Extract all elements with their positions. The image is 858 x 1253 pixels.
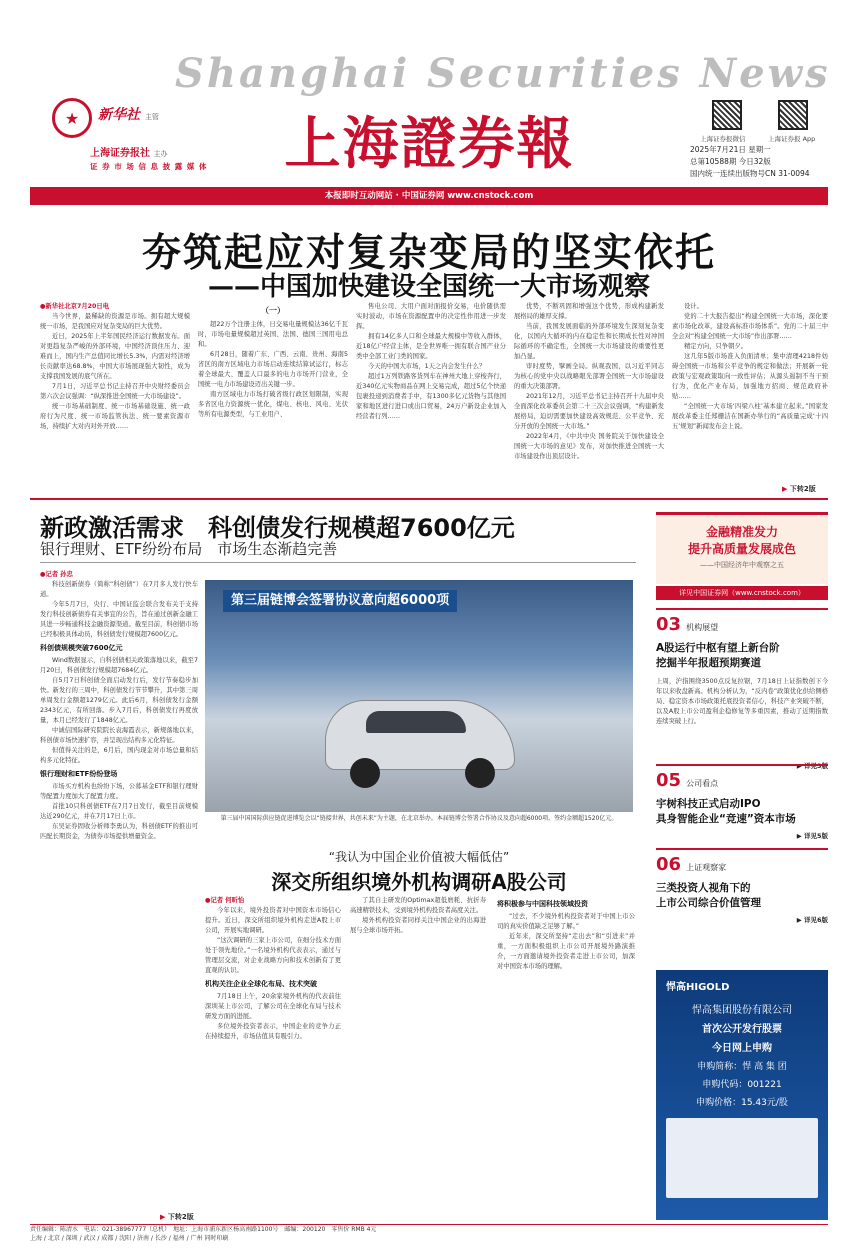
promo-link[interactable]: 详见中国证券网（www.cnstock.com）: [656, 586, 828, 600]
arrow-right-icon: ▶: [160, 1213, 166, 1221]
paragraph: 当今世界，最稀缺的资源是市场。拥有超大规模统一市场，是我国应对复杂变局的巨大优势。: [40, 313, 190, 330]
paragraph: 近日，2025年上半年国民经济运行数据发布。面对更趋复杂严峻的外部环境，中国经济顶住压力、迎难而上，国内生产总值同比增长5.3%，内需对经济增长贡献率达68.8%，中国大市场展现强大韧性，成为支撑我国发展的底气所在。: [40, 333, 190, 380]
ad-schedule-graphic: [666, 1118, 818, 1198]
paragraph: 首批10只科创债ETF在7月7日发行，截至目前规模达近290亿元，并在7月17日上市。: [40, 803, 198, 820]
paragraph: 7月18日上午，20余家境外机构的代表前往深圳某上市公司，了解公司在全球化布局与技术研发方面的进展。: [205, 993, 341, 1020]
paragraph: 境外机构投资者同样关注中国企业的出海进展与全球市场开拓。: [350, 917, 486, 934]
index-title: A股运行中枢有望上新台阶 挖掘半年报超预期赛道: [656, 642, 780, 669]
paragraph: 当前，我国发展面临的外部环境发生深刻复杂变化，以国内大循环的内在稳定性和长期成长性对冲国际循环的不确定性，全国统一大市场建设的重要性更加凸显。: [514, 323, 664, 360]
paragraph: 审时度势，擘画全局。纵观我国，以习近平同志为核心的党中央以战略眼光部署全国统一大市场建设的重大决策部署。: [514, 363, 664, 390]
agency-name: 新华社 主管: [98, 107, 159, 123]
paragraph: 超22万个注册主体，日交易电量规模达36亿千瓦时，市场电量规模超过英国、法国、德国三国用电总和。: [198, 321, 348, 348]
paragraph: 拥有14亿多人口和全球最大规模中等收入群体，近18亿户经营主体，是全世界唯一拥有联合国产业分类中全部工业门类的国家。: [356, 333, 506, 360]
promo-line1: 金融精准发力: [705, 525, 778, 539]
second-column-1: [40, 570, 198, 1220]
ad-price: 申购价格：15.43元/股: [696, 1098, 788, 1108]
wechat-qr-icon[interactable]: [712, 100, 742, 130]
promo-line2: 提升高质量发展成色: [687, 542, 796, 556]
second-headline[interactable]: 新政激活需求 科创债发行规模超7600亿元: [40, 514, 515, 542]
story3-byline: ●记者 何昕怡: [205, 897, 245, 904]
story3-headline[interactable]: 深交所组织境外机构调研A股公司: [271, 870, 567, 894]
wheel-icon: [350, 758, 380, 788]
tagline: 证 券 市 场 信 息 披 露 媒 体: [90, 162, 208, 171]
story3-quote: “我认为中国企业价值被大幅低估”: [328, 850, 510, 864]
paragraph: 今年以来，境外投资者对中国资本市场信心提升。近日，深交所组织境外机构走进A股上市公司，开展实地调研。: [205, 907, 341, 934]
footer-line2: 上海 / 北京 / 深圳 / 武汉 / 成都 / 沈阳 / 济南 / 长沙 / 福州 / 广州 同时印刷: [30, 1235, 229, 1242]
index-section: 公司看点: [686, 779, 719, 788]
section-marker: （一）: [261, 306, 285, 315]
paragraph: 售电公司、大用户面对面报价交易，电价随供需实时波动，市场在资源配置中的决定性作用进一步发挥。: [356, 303, 506, 330]
index-section: 机构展望: [686, 623, 719, 632]
subheading: 科创债规模突破7600亿元: [40, 644, 123, 652]
story3-column-1: [205, 896, 341, 1216]
paragraph: 今天的中国大市场，1天之内会发生什么？: [368, 363, 486, 370]
paragraph: 今年5月7日，央行、中国证监会联合发布关于支持发行科技创新债券有关事宜的公告，旨在通过创新金融工具进一步畅通科技金融资源渠道。截至目前，科创债市场已经积极具体动员，科创债发行规模超7600亿元。: [40, 601, 198, 638]
paragraph: 近年来，深交所坚持“走出去”和“引进来”并重，一方面积极组织上市公司开展境外路演推介，一方面邀请境外投资者走进上市公司，加深对中国资本市场的理解。: [497, 933, 635, 970]
wheel-icon: [465, 758, 495, 788]
lead-headline[interactable]: 夯筑起应对复杂变局的坚实依托: [141, 231, 716, 276]
ad-brand: 悍高HIGOLD: [666, 982, 730, 993]
index-more: ▶ 详见6版: [796, 916, 828, 924]
subheading: 将积极参与中国科技领域投资: [497, 900, 588, 908]
paragraph: 南方区域电力市场打破省级行政区划限制，实现多省区电力资源统一优化，煤电、核电、风电、光伏等所有电源类型，与工业用户、: [198, 391, 348, 418]
qr1-label: 上海证券报微信: [700, 135, 746, 143]
paragraph: 这几年5版市场准入负面清单；集中清理4218件妨碍全国统一市场和公平竞争的规定和做法；开展新一轮政策与宏观政策取向一致性评估；从源头遏制不当干预行为，优化产业布局，加强地方招商、规范政府补贴……: [672, 353, 828, 400]
ad-abbr: 申购简称：悍 高 集 团: [697, 1062, 787, 1072]
paragraph: 东吴证券固收分析师李勇认为，科创债ETF的推出可匹配长期资金，为债券市场提供增量资金。: [40, 823, 198, 840]
lead-column-4: [514, 302, 664, 496]
index-more: ▶ 详见5版: [796, 832, 828, 840]
lead-column-2: [198, 302, 348, 496]
divider: [40, 562, 636, 563]
lead-continued[interactable]: ▶ 下转2版: [782, 485, 816, 493]
ad-company: 悍高集团股份有限公司: [692, 1005, 792, 1016]
promo-box[interactable]: [656, 512, 828, 584]
paragraph: 超过1万列铁路客货列车在神州大地上穿梭奔行，近340亿元实物商品在网上交易完成，超过5亿个快递包裹投递到消费者手中，有1300多亿元货物与其他国家和地区进行进口或出口贸易，24万户新设企业加入经营者行列……: [356, 373, 506, 420]
divider: [30, 498, 828, 500]
paragraph: 科技创新债券（简称“科创债”）在7月多人发行快车道。: [40, 581, 198, 598]
promo-line3: ——中国经济年中观察之五: [700, 561, 784, 569]
paragraph: 2022年4月，《中共中央 国务院关于加快建设全国统一大市场的意见》发布，对加快推进全国统一大市场建设作出顶层设计。: [514, 433, 664, 460]
paragraph: 市场买方机构也纷纷下场，公募基金ETF和银行理财等配置力度加大了配置力度。: [40, 783, 198, 800]
issue-date: 2025年7月21日 星期一: [690, 145, 771, 154]
paragraph: 精定方向，只争朝夕。: [684, 343, 747, 350]
paragraph: 6月28日，随着广东、广西、云南、贵州、海南5省区的南方区域电力市场启动连续结算试运行，标志着全球最大、覆盖人口最多的电力市场开门营业，全国统一电力市场建设迈出关键一步。: [198, 351, 348, 388]
sponsor: 上海证券报社 主办: [90, 148, 168, 159]
lead-byline: ●新华社北京7月20日电: [40, 303, 110, 310]
second-continued[interactable]: ▶ 下转2版: [160, 1213, 194, 1221]
paragraph: 了其自主研发的Optimax超低磨耗、抗折寿高速精铁技术，受到境外机构投资者高度关注。: [350, 897, 486, 914]
index-body: 上周，沪指围绕3500点反复拉锯，7月18日上证指数创下今年以来收盘新高。机构分析认为，“反内卷”政策优化供给侧格局、稳定资本市场政策托底投资者信心，科技产业突破不断，以及A股上市公司盈利企稳修复等多重因素，推动了近期指数连续突破上行。: [656, 678, 828, 725]
index-page-number: 05: [656, 770, 682, 791]
second-subhead: 银行理财、ETF纷纷布局 市场生态渐趋完善: [40, 540, 338, 558]
footer: [30, 1224, 828, 1246]
ad-offering: 首次公开发行股票: [702, 1024, 782, 1035]
ad-code: 申购代码：001221: [702, 1080, 782, 1090]
second-byline: ●记者 孙忠: [40, 571, 73, 578]
story3-column-2: [350, 896, 486, 1216]
story3-column-3: [497, 896, 635, 1216]
cn-number: 国内统一连续出版物号CN 31-0094: [690, 169, 810, 178]
arrow-right-icon: ▶: [782, 485, 788, 493]
paragraph: 自5月7日科创债全面启动发行后，发行节奏稳步加快。新发行的三周中，科创债发行节节攀升，其中第三周单周发行金额超1279亿元。此后6月，科创债发行金额2343亿元，有所回落。步入7月后，科创债发行再度放量，本月已经发行了1848亿元。: [40, 677, 198, 724]
issue-number: 总第10588期 今日32版: [690, 157, 771, 166]
subheading: 银行理财和ETF纷纷登场: [40, 770, 118, 778]
paragraph: 7月1日，习近平总书记主持召开中央财经委员会第六次会议强调：“纵深推进全国统一大市场建设”。: [40, 383, 190, 400]
index-section: 上证观察家: [686, 863, 727, 872]
masthead-title: 上海證券報: [284, 111, 575, 177]
xinhua-emblem-icon: ★: [52, 98, 92, 138]
footer-line1: 责任编辑：陈清水 电话：021-38967777（总机） 地址：上海市浦东新区杨高南路1100号 邮编：200120 零售价 RMB 4元: [30, 1226, 377, 1233]
index-item-06[interactable]: [656, 848, 828, 924]
index-item-03[interactable]: [656, 608, 828, 770]
subheading: 机构关注企业全球化布局、技术突破: [205, 980, 317, 988]
photo-banner: 第三届链博会签署协议意向超6000项: [223, 590, 457, 612]
news-photo[interactable]: [205, 580, 633, 812]
paragraph: 中诚信国际研究院院长袁海霞表示，新规落地以来，科创债市场快速扩容，并呈现出结构多元化特征。: [40, 727, 198, 744]
paragraph: 设计。: [684, 303, 703, 310]
lead-column-3: [356, 302, 506, 496]
website-bar[interactable]: 本报即时互动网站 · 中国证券网 www.cnstock.com: [30, 187, 828, 205]
paragraph: Wind数据显示，自科创债相关政策落地以来，截至7月20日，科创债发行规模超7684亿元。: [40, 657, 198, 674]
masthead-english: Shanghai Securities News: [175, 50, 831, 97]
photo-caption: 第三届中国国际供应链促进博览会以“链接世界，共创未来”为主题，在北京举办。本届链博会签署合作协议及意向超6000项，签约金额超1520亿元。: [220, 815, 618, 822]
lead-column-5: [672, 302, 828, 480]
paragraph: 但值得关注的是，6月后，国内现金对市场总量和结构多元化特征。: [40, 747, 198, 764]
index-title: 三类投资人视角下的 上市公司综合价值管理: [656, 882, 761, 909]
index-page-number: 06: [656, 854, 682, 875]
ipo-advertisement[interactable]: [656, 970, 828, 1220]
index-item-05[interactable]: [656, 764, 828, 840]
paragraph: 统一市场基础制度、统一市场基础设施、统一政府行为尺度、统一市场监管执法、统一要素资源市场，持续扩大对内对外开放……: [40, 403, 190, 430]
paragraph: “过去，不少境外机构投资者对于中国上市公司的真实价值缺乏足够了解。”: [497, 913, 635, 930]
paragraph: 优势，不断巩固和增强这个优势，形成构建新发展格局的雄厚支撑。: [514, 303, 664, 320]
paragraph: 党的二十大报告提出“构建全国统一大市场，深化要素市场化改革，建设高标准市场体系”。党的二十届三中全会对“构建全国统一大市场”作出部署……: [672, 313, 828, 340]
ad-subscribe: 今日网上申购: [712, 1043, 772, 1054]
qr2-label: 上海证券报 App: [768, 135, 816, 143]
paragraph: 多位境外投资者表示，中国企业的竞争力正在持续提升，市场估值具有吸引力。: [205, 1023, 341, 1040]
app-qr-icon[interactable]: [778, 100, 808, 130]
index-page-number: 03: [656, 614, 682, 635]
lead-column-1: [40, 302, 190, 496]
index-more: ▶ 详见3版: [796, 762, 828, 770]
index-title: 宇树科技正式启动IPO 具身智能企业“竞速”资本市场: [656, 798, 796, 825]
paragraph: “这次调研的三家上市公司，在细分技术方面处于领先地位。”一名境外机构代表表示，通过与管理层交流，对企业战略方向和技术创新有了更直观的认识。: [205, 937, 341, 974]
paragraph: 2021年12月，习近平总书记主持召开十九届中央全面深化改革委员会第二十三次会议强调，“构建新发展格局，迫切需要加快建设高效规范、公平竞争、充分开放的全国统一大市场。”: [514, 393, 664, 430]
lead-subhead: ——中国加快建设全国统一大市场观察: [207, 272, 650, 302]
issue-info: [690, 144, 840, 180]
paragraph: “全国统一大市场‘四梁八柱’基本建立起来。”国家发展改革委主任郑栅洁在国新办举行的“高质量完成‘十四五’规划”新闻发布会上说。: [672, 403, 828, 430]
